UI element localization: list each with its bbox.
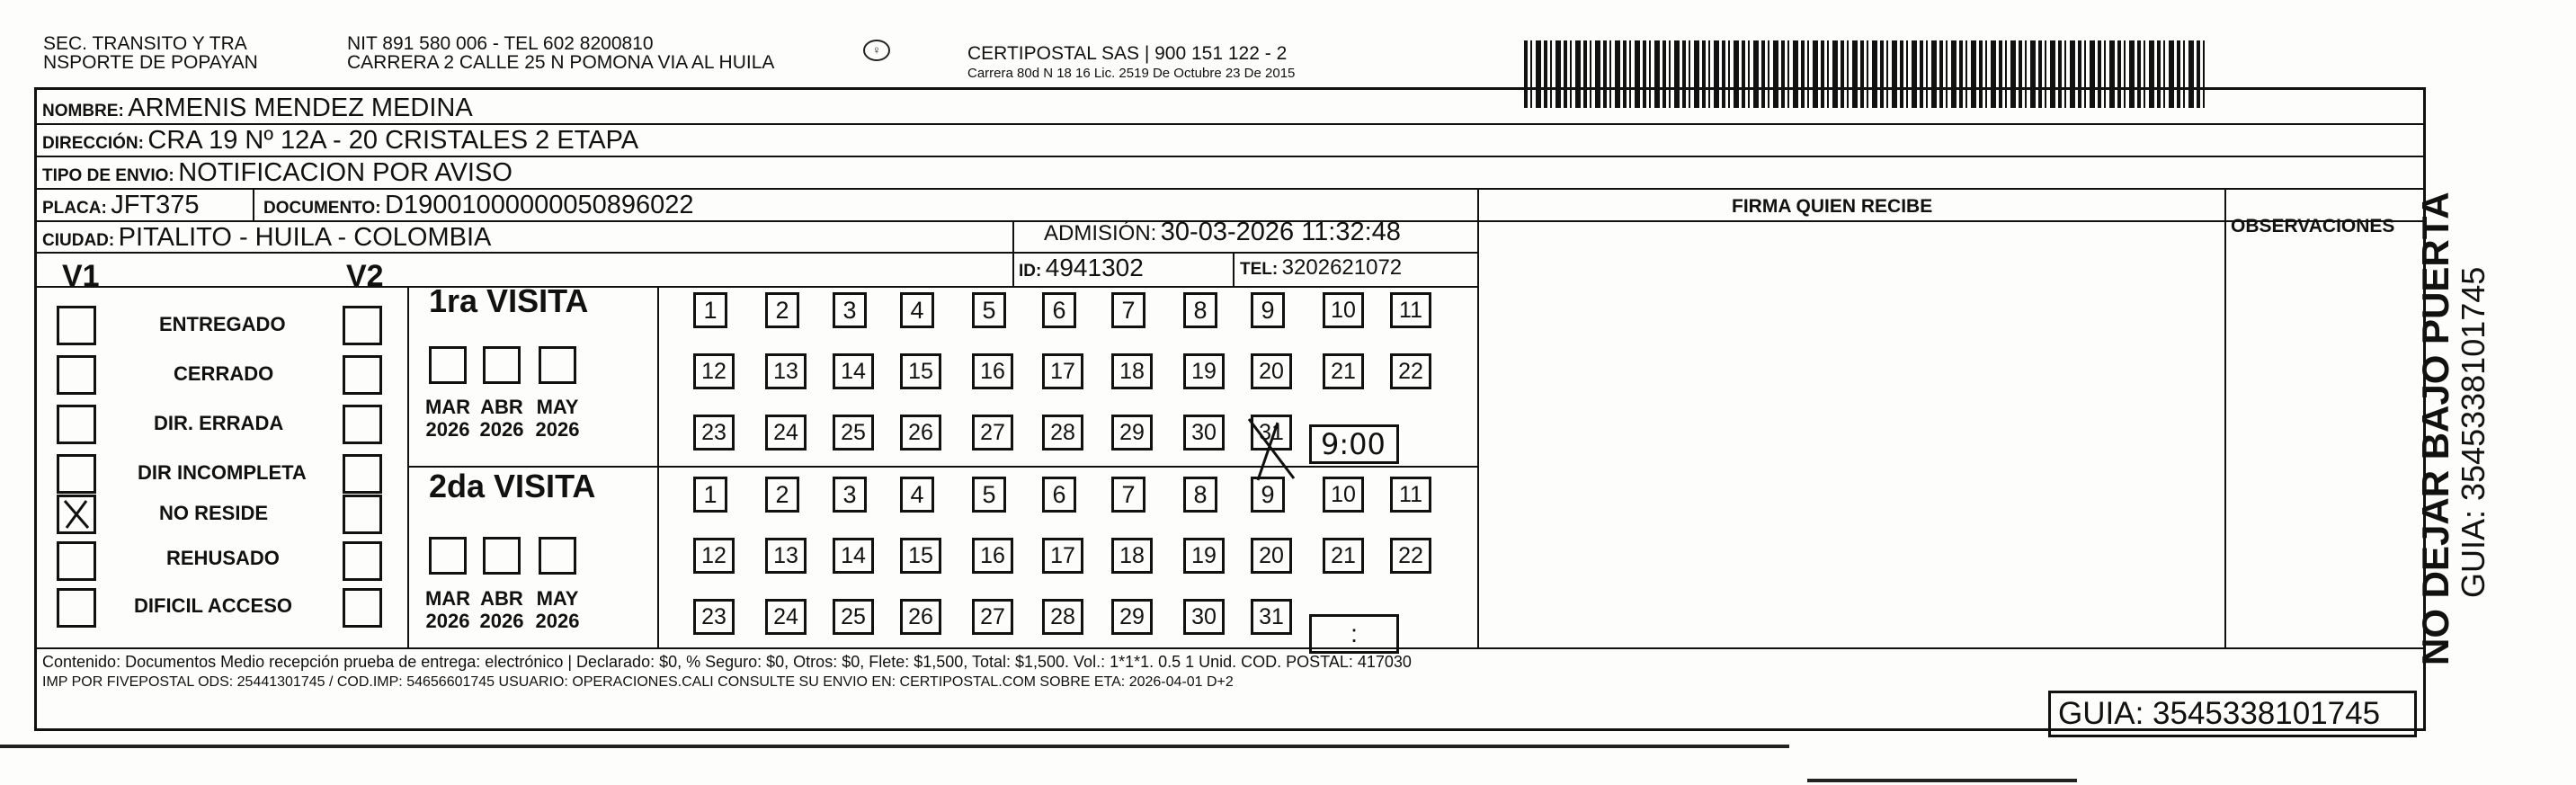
second-visit-day-26[interactable]: 26 xyxy=(900,599,941,635)
first-visit-day-13[interactable]: 13 xyxy=(765,353,807,389)
option-entregado: ENTREGADO xyxy=(159,313,286,335)
second-visit-day-7[interactable]: 7 xyxy=(1111,477,1145,513)
second-visit-day-6[interactable]: 6 xyxy=(1042,477,1076,513)
ciudad-value: PITALITO - HUILA - COLOMBIA xyxy=(118,223,492,252)
side-guia: GUIA: 3545338101745 xyxy=(2455,266,2491,598)
firma-header: FIRMA QUIEN RECIBE xyxy=(1732,196,1933,217)
nit-line-2: CARRERA 2 CALLE 25 N POMONA VIA AL HUILA xyxy=(347,52,775,73)
first-visit-day-27[interactable]: 27 xyxy=(972,415,1013,450)
first-visit-day-23[interactable]: 23 xyxy=(693,415,735,450)
second-visit-day-28[interactable]: 28 xyxy=(1042,599,1083,635)
nit-line-1: NIT 891 580 006 - TEL 602 8200810 xyxy=(347,33,654,54)
admision-row xyxy=(1044,216,1401,253)
first-visit-day-20[interactable]: 20 xyxy=(1251,353,1292,389)
first-month-may: MAY 2026 xyxy=(535,396,580,441)
first-visit-day-25[interactable]: 25 xyxy=(833,415,874,450)
first-visit-day-4[interactable]: 4 xyxy=(900,292,934,328)
second-visit-day-31[interactable]: 31 xyxy=(1251,599,1292,635)
first-visit-time: 9:00 xyxy=(1321,427,1386,461)
first-visit-day-22[interactable]: 22 xyxy=(1390,353,1431,389)
day-31-strike-icon xyxy=(1242,414,1305,486)
v2-checkbox-dir-errada[interactable] xyxy=(343,405,382,444)
v1-checkbox-entregado[interactable] xyxy=(57,306,96,345)
first-visit-day-17[interactable]: 17 xyxy=(1042,353,1083,389)
second-visit-day-4[interactable]: 4 xyxy=(900,477,934,513)
ciudad-row xyxy=(42,221,491,258)
v1-checkbox-dir-incompleta[interactable] xyxy=(57,454,96,494)
second-visit-day-11[interactable]: 11 xyxy=(1390,477,1431,513)
placa-label: PLACA: xyxy=(42,199,107,218)
second-visit-month-mar[interactable] xyxy=(429,537,467,575)
placa-row xyxy=(42,189,200,226)
admision-value: 30-03-2026 11:32:48 xyxy=(1160,218,1401,246)
second-month-mar: MAR 2026 xyxy=(424,587,471,632)
no-dejar-bajo-puerta: NO DEJAR BAJO PUERTA xyxy=(2414,192,2456,665)
nombre-row xyxy=(42,92,473,129)
second-visit-day-27[interactable]: 27 xyxy=(972,599,1013,635)
second-visit-day-9[interactable]: 9 xyxy=(1251,477,1285,513)
second-month-abr: ABR 2026 xyxy=(479,587,524,632)
second-visit-time: : xyxy=(1350,620,1358,647)
check-mark-icon xyxy=(59,497,94,531)
option-cerrado: CERRADO xyxy=(174,362,274,385)
id-row xyxy=(1019,252,1144,289)
second-visit-month-may[interactable] xyxy=(539,537,576,575)
v1-checkbox-dificil-acceso[interactable] xyxy=(57,588,96,628)
second-visit-day-29[interactable]: 29 xyxy=(1111,599,1153,635)
first-visit-day-16[interactable]: 16 xyxy=(972,353,1013,389)
first-visit-day-26[interactable]: 26 xyxy=(900,415,941,450)
option-rehusado: REHUSADO xyxy=(166,547,280,569)
option-dir-incompleta: DIR INCOMPLETA xyxy=(138,461,307,484)
v1-checkbox-no-reside[interactable] xyxy=(57,495,96,534)
second-visit-day-16[interactable]: 16 xyxy=(972,538,1013,574)
v2-checkbox-dir-incompleta[interactable] xyxy=(343,454,382,494)
second-visit-day-30[interactable]: 30 xyxy=(1183,599,1225,635)
second-visit-day-10[interactable]: 10 xyxy=(1323,477,1364,513)
second-visit-day-19[interactable]: 19 xyxy=(1183,538,1225,574)
first-visit-day-18[interactable]: 18 xyxy=(1111,353,1153,389)
first-visit-day-8[interactable]: 8 xyxy=(1183,292,1217,328)
first-visit-day-19[interactable]: 19 xyxy=(1183,353,1225,389)
second-month-may: MAY 2026 xyxy=(535,587,580,632)
nombre-value: ARMENIS MENDEZ MEDINA xyxy=(128,94,473,122)
imp-text: IMP POR FIVEPOSTAL ODS: 25441301745 / COD.IMP: 54656601745 USUARIO: OPERACIONES.CALI CONSULTE SU ENVIO EN: CERTIPOSTAL.COM SOBRE ETA: 2026-04-01 D+2 xyxy=(42,674,1234,690)
v1-checkbox-cerrado[interactable] xyxy=(57,355,96,395)
courier-logo-icon: ♀ xyxy=(863,40,890,61)
admision-label: ADMISIÓN: xyxy=(1044,221,1157,245)
second-visit-day-21[interactable]: 21 xyxy=(1323,538,1364,574)
second-visit-title: 2da VISITA xyxy=(429,468,596,504)
second-visit-day-24[interactable]: 24 xyxy=(765,599,807,635)
first-visit-day-9[interactable]: 9 xyxy=(1251,292,1285,328)
v1-checkbox-dir-errada[interactable] xyxy=(57,405,96,444)
v2-checkbox-cerrado[interactable] xyxy=(343,355,382,395)
second-visit-day-2[interactable]: 2 xyxy=(765,477,799,513)
v2-checkbox-entregado[interactable] xyxy=(343,306,382,345)
first-visit-day-21[interactable]: 21 xyxy=(1323,353,1364,389)
placa-value: JFT375 xyxy=(111,191,200,219)
option-dificil-acceso: DIFICIL ACCESO xyxy=(134,594,293,617)
second-visit-day-5[interactable]: 5 xyxy=(972,477,1006,513)
id-value: 4941302 xyxy=(1045,254,1144,281)
v2-checkbox-dificil-acceso[interactable] xyxy=(343,588,382,628)
first-visit-month-may[interactable] xyxy=(539,346,576,384)
v2-checkbox-rehusado[interactable] xyxy=(343,541,382,581)
first-visit-month-mar[interactable] xyxy=(429,346,467,384)
second-visit-day-23[interactable]: 23 xyxy=(693,599,735,635)
second-visit-day-13[interactable]: 13 xyxy=(765,538,807,574)
first-visit-title: 1ra VISITA xyxy=(429,282,589,319)
first-visit-day-10[interactable]: 10 xyxy=(1323,292,1364,328)
first-visit-day-1[interactable]: 1 xyxy=(693,292,727,328)
first-visit-day-11[interactable]: 11 xyxy=(1390,292,1431,328)
first-visit-day-7[interactable]: 7 xyxy=(1111,292,1145,328)
first-visit-day-12[interactable]: 12 xyxy=(693,353,735,389)
nombre-label: NOMBRE: xyxy=(42,102,124,120)
second-visit-day-17[interactable]: 17 xyxy=(1042,538,1083,574)
second-visit-day-3[interactable]: 3 xyxy=(833,477,867,513)
tel-row xyxy=(1240,252,1402,287)
first-visit-day-5[interactable]: 5 xyxy=(972,292,1006,328)
first-visit-day-28[interactable]: 28 xyxy=(1042,415,1083,450)
first-visit-day-30[interactable]: 30 xyxy=(1183,415,1225,450)
scan-edge-line-2 xyxy=(1807,779,2077,782)
tipo-label: TIPO DE ENVIO: xyxy=(42,166,174,185)
observaciones-header: OBSERVACIONES xyxy=(2231,216,2395,236)
documento-label: DOCUMENTO: xyxy=(263,199,381,218)
second-visit-day-1[interactable]: 1 xyxy=(693,477,727,513)
tel-value: 3202621072 xyxy=(1281,255,1403,280)
courier-name: CERTIPOSTAL SAS | 900 151 122 - 2 xyxy=(967,43,1288,64)
courier-address: Carrera 80d N 18 16 Lic. 2519 De Octubre 23 De 2015 xyxy=(967,66,1296,81)
second-visit-day-15[interactable]: 15 xyxy=(900,538,941,574)
second-visit-day-14[interactable]: 14 xyxy=(833,538,874,574)
second-visit-day-12[interactable]: 12 xyxy=(693,538,735,574)
guia-box xyxy=(2048,691,2417,737)
first-visit-month-abr[interactable] xyxy=(483,346,521,384)
second-visit-month-abr[interactable] xyxy=(483,537,521,575)
tipo-value: NOTIFICACION POR AVISO xyxy=(178,158,513,187)
first-visit-day-6[interactable]: 6 xyxy=(1042,292,1076,328)
v2-checkbox-no-reside[interactable] xyxy=(343,495,382,534)
second-visit-day-8[interactable]: 8 xyxy=(1183,477,1217,513)
delivery-form xyxy=(34,87,2426,731)
option-no-reside: NO RESIDE xyxy=(159,502,269,524)
direccion-row xyxy=(42,124,638,161)
direccion-value: CRA 19 Nº 12A - 20 CRISTALES 2 ETAPA xyxy=(147,126,639,155)
sender-line-2: NSPORTE DE POPAYAN xyxy=(43,52,258,73)
documento-value: D19001000000050896022 xyxy=(385,191,694,219)
second-visit-day-22[interactable]: 22 xyxy=(1390,538,1431,574)
first-visit-day-3[interactable]: 3 xyxy=(833,292,867,328)
contenido-text: Contenido: Documentos Medio recepción prueba de entrega: electrónico | Declarado: $0, % Seguro: $0, Otros: $0, Flete: $1,500, Total: $1,500. Vol.: 1*1*1. 0.5 1 Unid. COD. POSTAL: 417030 xyxy=(42,653,1412,671)
v2-header: V2 xyxy=(346,259,384,293)
first-month-mar: MAR 2026 xyxy=(424,396,471,441)
first-month-abr: ABR 2026 xyxy=(479,396,524,441)
v1-checkbox-rehusado[interactable] xyxy=(57,541,96,581)
second-visit-day-18[interactable]: 18 xyxy=(1111,538,1153,574)
option-dir-errada: DIR. ERRADA xyxy=(154,412,284,434)
first-visit-day-2[interactable]: 2 xyxy=(765,292,799,328)
first-visit-day-14[interactable]: 14 xyxy=(833,353,874,389)
first-visit-day-29[interactable]: 29 xyxy=(1111,415,1153,450)
second-visit-time-box[interactable] xyxy=(1309,614,1399,654)
tipo-row xyxy=(42,156,513,193)
direccion-label: DIRECCIÓN: xyxy=(42,134,144,153)
second-visit-day-20[interactable]: 20 xyxy=(1251,538,1292,574)
ciudad-label: CIUDAD: xyxy=(42,231,115,250)
first-visit-day-31[interactable]: 31 xyxy=(1251,415,1292,450)
documento-row xyxy=(263,189,694,226)
tel-label: TEL: xyxy=(1240,260,1279,279)
first-visit-day-15[interactable]: 15 xyxy=(900,353,941,389)
id-label: ID: xyxy=(1019,262,1042,281)
second-visit-day-25[interactable]: 25 xyxy=(833,599,874,635)
scan-edge-line xyxy=(0,745,1789,748)
first-visit-time-box[interactable] xyxy=(1309,424,1399,464)
first-visit-day-24[interactable]: 24 xyxy=(765,415,807,450)
v1-header: V1 xyxy=(62,259,100,293)
guia-number: GUIA: 3545338101745 xyxy=(2058,696,2381,731)
sender-line-1: SEC. TRANSITO Y TRA xyxy=(43,33,247,54)
